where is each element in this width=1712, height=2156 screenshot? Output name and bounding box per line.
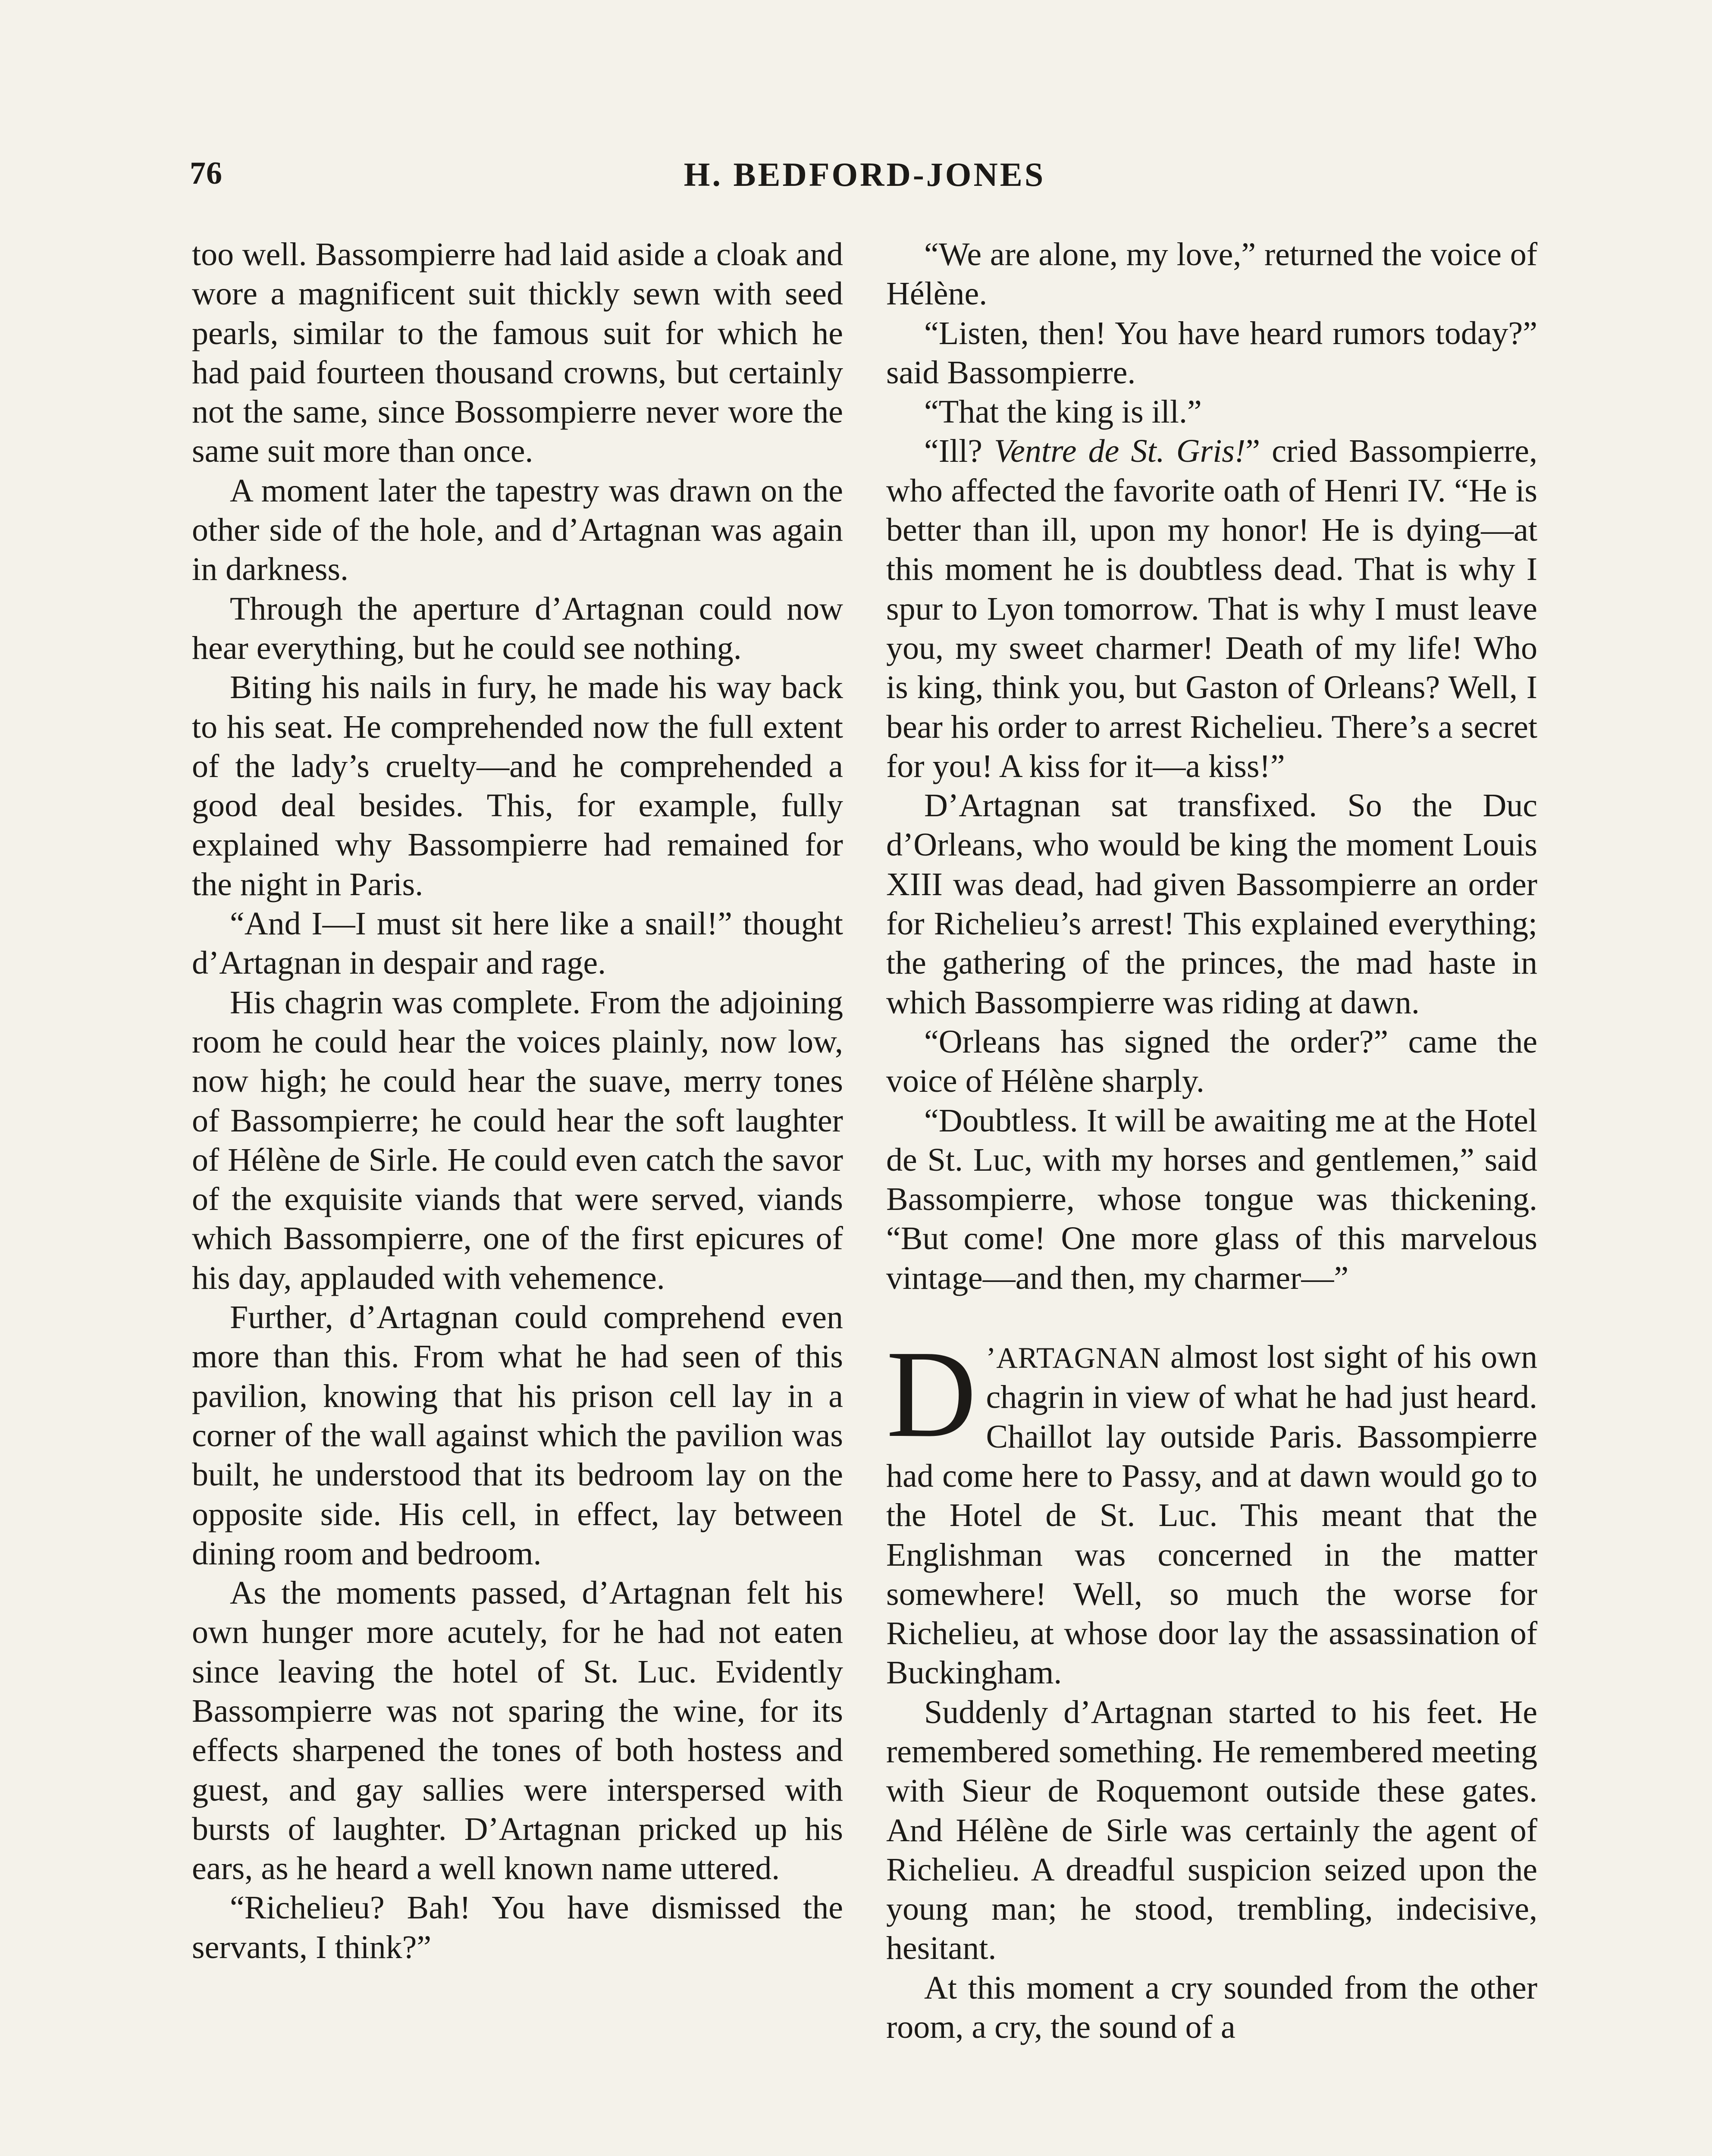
paragraph-text-before: “Ill? [924,433,994,470]
italic-oath: Ventre de St. Gris! [994,433,1246,470]
paragraph-text-after: ” cried Bassompierre, who affected the favorite oath of Henri IV. “He is better than ill, upon my honor! He is dying—at this moment he is doubtless dead. That is why I spur to Lyon tomorrow. That is why I must leave you, my sweet charmer! Death of my life! Who is king, think you, but Gaston of Orleans? Well, I bear his order to arrest Richelieu. There’s a secret for you! A kiss for it—a kiss!” [886,433,1537,784]
paragraph: “Richelieu? Bah! You have dismissed the servants, I think?” [192,1890,843,1965]
page-header [190,155,1540,203]
smallcaps-lead: ’ARTAGNAN [986,1341,1161,1375]
section-break [886,1298,1537,1338]
paragraph: Biting his nails in fury, he made his way back to his seat. He comprehended now the full extent of the lady’s cruelty—and he comprehended a good deal besides. This, for example, fully explained why Bassompierre had remained for the night in Paris. [192,669,843,903]
paragraph: “Listen, then! You have heard rumors today?” said Bassompierre. [886,315,1537,391]
paragraph: “We are alone, my love,” returned the voice of Hélène. [886,236,1537,312]
right-column [886,235,1537,2047]
paragraph: A moment later the tapestry was drawn on the other side of the hole, and d’Artagnan was again in darkness. [192,472,843,588]
paragraph: At this moment a cry sounded from the other room, a cry, the sound of a [886,1969,1537,2046]
drop-cap: D [886,1325,977,1463]
paragraph: Further, d’Artagnan could comprehend even more than this. From what he had seen of this pavilion, knowing that his prison cell lay in a corner of the wall against which the pavilion was built, he understood that its bedroom lay on the opposite side. His cell, in effect, lay between dining room and bedroom. [192,1299,843,1572]
paragraph: D’Artagnan sat transfixed. So the Duc d’Orleans, who would be king the moment Louis XIII was dead, had given Bassompierre an order for Richelieu’s arrest! This explained everything; the gathering of the princes, the mad haste in which Bassompierre was riding at dawn. [886,787,1537,1021]
paragraph: As the moments passed, d’Artagnan felt his own hunger more acutely, for he had not eaten since leaving the hotel of St. Luc. Evidently Bassompierre was not sparing the wine, for its effects sharpened the tones of both hostess and guest, and gay sallies were interspersed with bursts of laughter. D’Artagnan pricked up his ears, as he heard a well known name uttered. [192,1575,843,1887]
paragraph: too well. Bassompierre had laid aside a cloak and wore a magnificent suit thickly sewn with seed pearls, similar to the famous suit for which he had paid fourteen thousand crowns, but certainly not the same, since Bossompierre never wore the same suit more than once. [192,236,843,470]
paragraph: “Doubtless. It will be awaiting me at the Hotel de St. Luc, with my horses and gentlemen,” said Bassompierre, whose tongue was thickening. “But come! One more glass of this marvelous vintage—and then, my charmer—” [886,1102,1537,1296]
paragraph: “That the king is ill.” [924,394,1202,430]
running-head: H. BEDFORD-JONES [684,156,1046,193]
page-number: 76 [190,156,223,191]
paragraph: Suddenly d’Artagnan started to his feet. He remembered something. He remembered meeting with Sieur de Roquemont outside these gates. And Hélène de Sirle was certainly the agent of Richelieu. A dreadful suspicion seized upon the young man; he stood, trembling, indecisive, hesitant. [886,1694,1537,1967]
dropcap-paragraph-text: almost lost sight of his own chagrin in view of what he had just heard. Chaillot lay outside Paris. Bassompierre had come here to Passy, and at dawn would go to the Hotel de St. Luc. This meant that the Englishman was concerned in the matter somewhere! Well, so much the worse for Richelieu, at whose door lay the assassination of Buckingham. [886,1339,1537,1691]
paragraph [886,432,1537,786]
paragraph: His chagrin was complete. From the adjoining room he could hear the voices plainly, now low, now high; he could hear the suave, merry tones of Bassompierre; he could hear the soft laughter of Hélène de Sirle. He could even catch the savor of the exquisite viands that were served, viands which Bassompierre, one of the first epicures of his day, applauded with vehemence. [192,984,843,1296]
dropcap-paragraph [886,1325,1537,1693]
paragraph: “And I—I must sit here like a snail!” thought d’Artagnan in despair and rage. [192,906,843,981]
left-column [192,235,843,1967]
paragraph: Through the aperture d’Artagnan could now hear everything, but he could see nothing. [192,590,843,666]
paragraph: “Orleans has signed the order?” came the voice of Hélène sharply. [886,1023,1537,1100]
